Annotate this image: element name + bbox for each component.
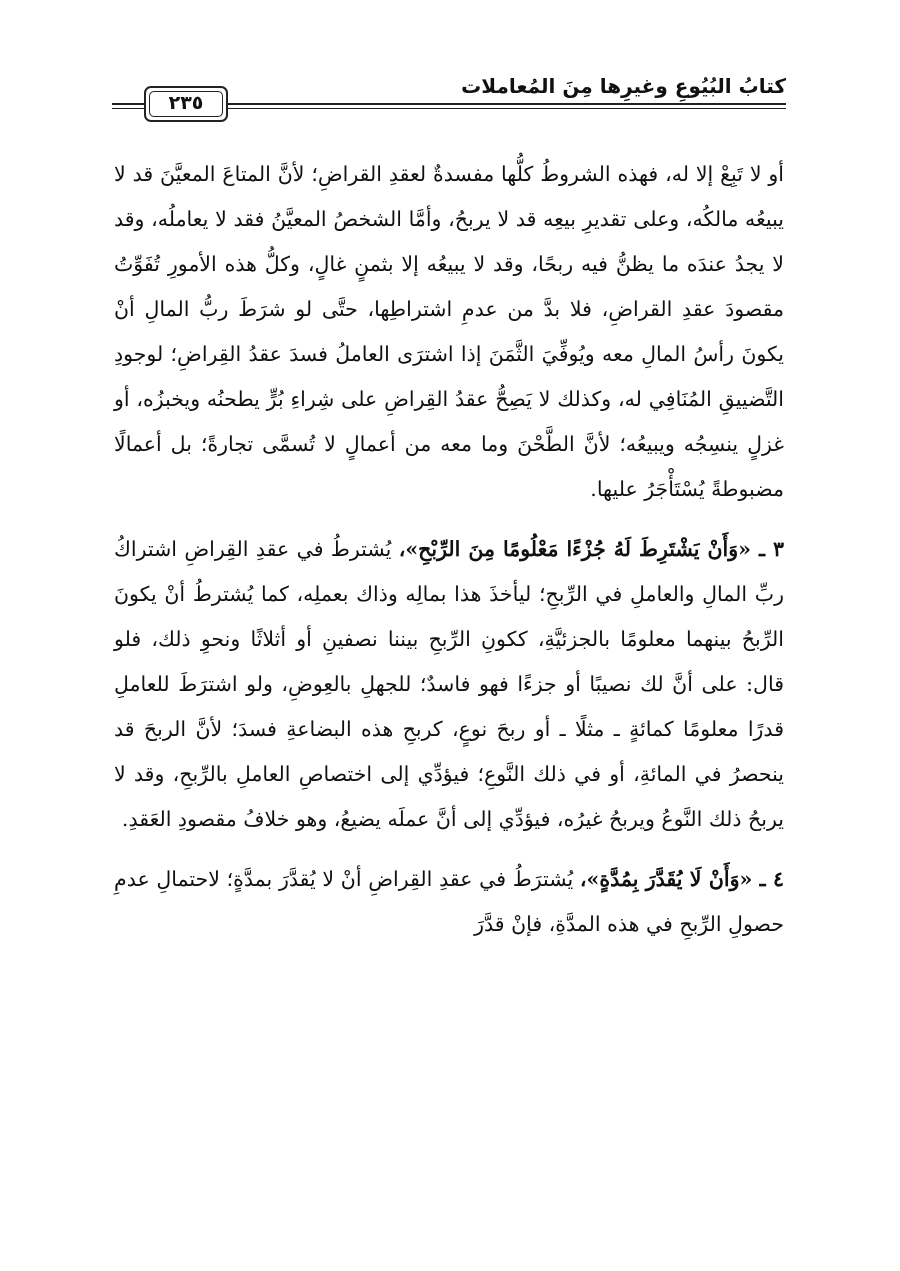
page-number: ٢٣٥ <box>168 92 204 114</box>
paragraph-text: أو لا تَبِعْ إلا له، فهذه الشروطُ كلُّها مفسدةٌ لعقدِ القراضِ؛ لأنَّ المتاعَ المعيَّنَ قد لا يبيعُه مالكُه، وعلى تقديرِ بيعِه قد لا يربحُ، وأمَّا الشخصُ المعيَّنُ فقد لا يعاملُه، وقد لا يجدُ عندَه ما يظنُّ فيه ربحًا، وقد لا يبيعُه إلا بثمنٍ غالٍ، وكلُّ هذه الأمورِ تُفَوِّتُ مقصودَ عقدِ القراضِ، فلا بدَّ من عدمِ اشتراطِها، حتَّى لو شرَطَ ربُّ المالِ أنْ يكونَ رأسُ المالِ معه ويُوفِّيَ الثَّمَنَ إذا اشترَى العاملُ فسدَ عقدُ القِراضِ؛ لوجودِ التَّضييقِ المُنَافِي له، وكذلك لا يَصِحُّ عقدُ القِراضِ على شِراءِ بُرٍّ يطحنُه ويخبزُه، أو غزلٍ ينسِجُه ويبيعُه؛ لأنَّ الطَّحْنَ وما معه من أعمالٍ لا تُسمَّى تجارةً؛ بل أعمالًا مضبوطةً يُسْتَأْجَرُ عليها. <box>114 162 784 501</box>
paragraph-text: يُشترَطُ في عقدِ القِراضِ أنْ لا يُقدَّرَ بمدَّةٍ؛ لاحتمالِ عدمِ حصولِ الرِّبحِ في هذه المدَّةِ، فإنْ قدَّرَ <box>114 867 784 936</box>
body-text <box>114 152 784 947</box>
item-heading: ٣ ـ «وَأَنْ يَشْتَرِطَ لَهُ جُزْءًا مَعْلُومًا مِنَ الرِّبْحِ»، <box>398 537 785 561</box>
item-heading: ٤ ـ «وَأَنْ لَا يُقَدَّرَ بِمُدَّةٍ»، <box>579 867 784 891</box>
running-title: كتابُ البُيُوعِ وغيرِها مِنَ المُعاملات <box>461 74 786 98</box>
paragraph <box>114 857 784 947</box>
page-header <box>112 70 786 130</box>
page-number-frame <box>144 86 228 122</box>
paragraph <box>114 527 784 842</box>
paragraph <box>114 152 784 512</box>
paragraph-text: يُشترطُ في عقدِ القِراضِ اشتراكُ ربِّ المالِ والعاملِ في الرِّبحِ؛ ليأخذَ هذا بمالِه وذاك بعملِه، كما يُشترطُ أنْ يكونَ الرِّبحُ بينهما معلومًا بالجزئيَّةِ، ككونِ الرِّبحِ بيننا نصفينِ أو أثلاثًا ونحوِ ذلك، فلو قال: على أنَّ لك نصيبًا أو جزءًا فهو فاسدٌ؛ للجهلِ بالعِوضِ، ولو اشترَطَ للعاملِ قدرًا معلومًا كمائةٍ ـ مثلًا ـ أو ربحَ نوعٍ، كربحِ هذه البضاعةِ فسدَ؛ لأنَّ الربحَ قد ينحصرُ في المائةِ، أو في ذلك النَّوعِ؛ فيؤدِّي إلى اختصاصِ العاملِ بالرِّبحِ، وقد لا يربحُ ذلك النَّوعُ ويربحُ غيرُه، فيؤدِّي إلى أنَّ عملَه يضيعُ، وهو خلافُ مقصودِ العَقدِ. <box>114 537 784 831</box>
